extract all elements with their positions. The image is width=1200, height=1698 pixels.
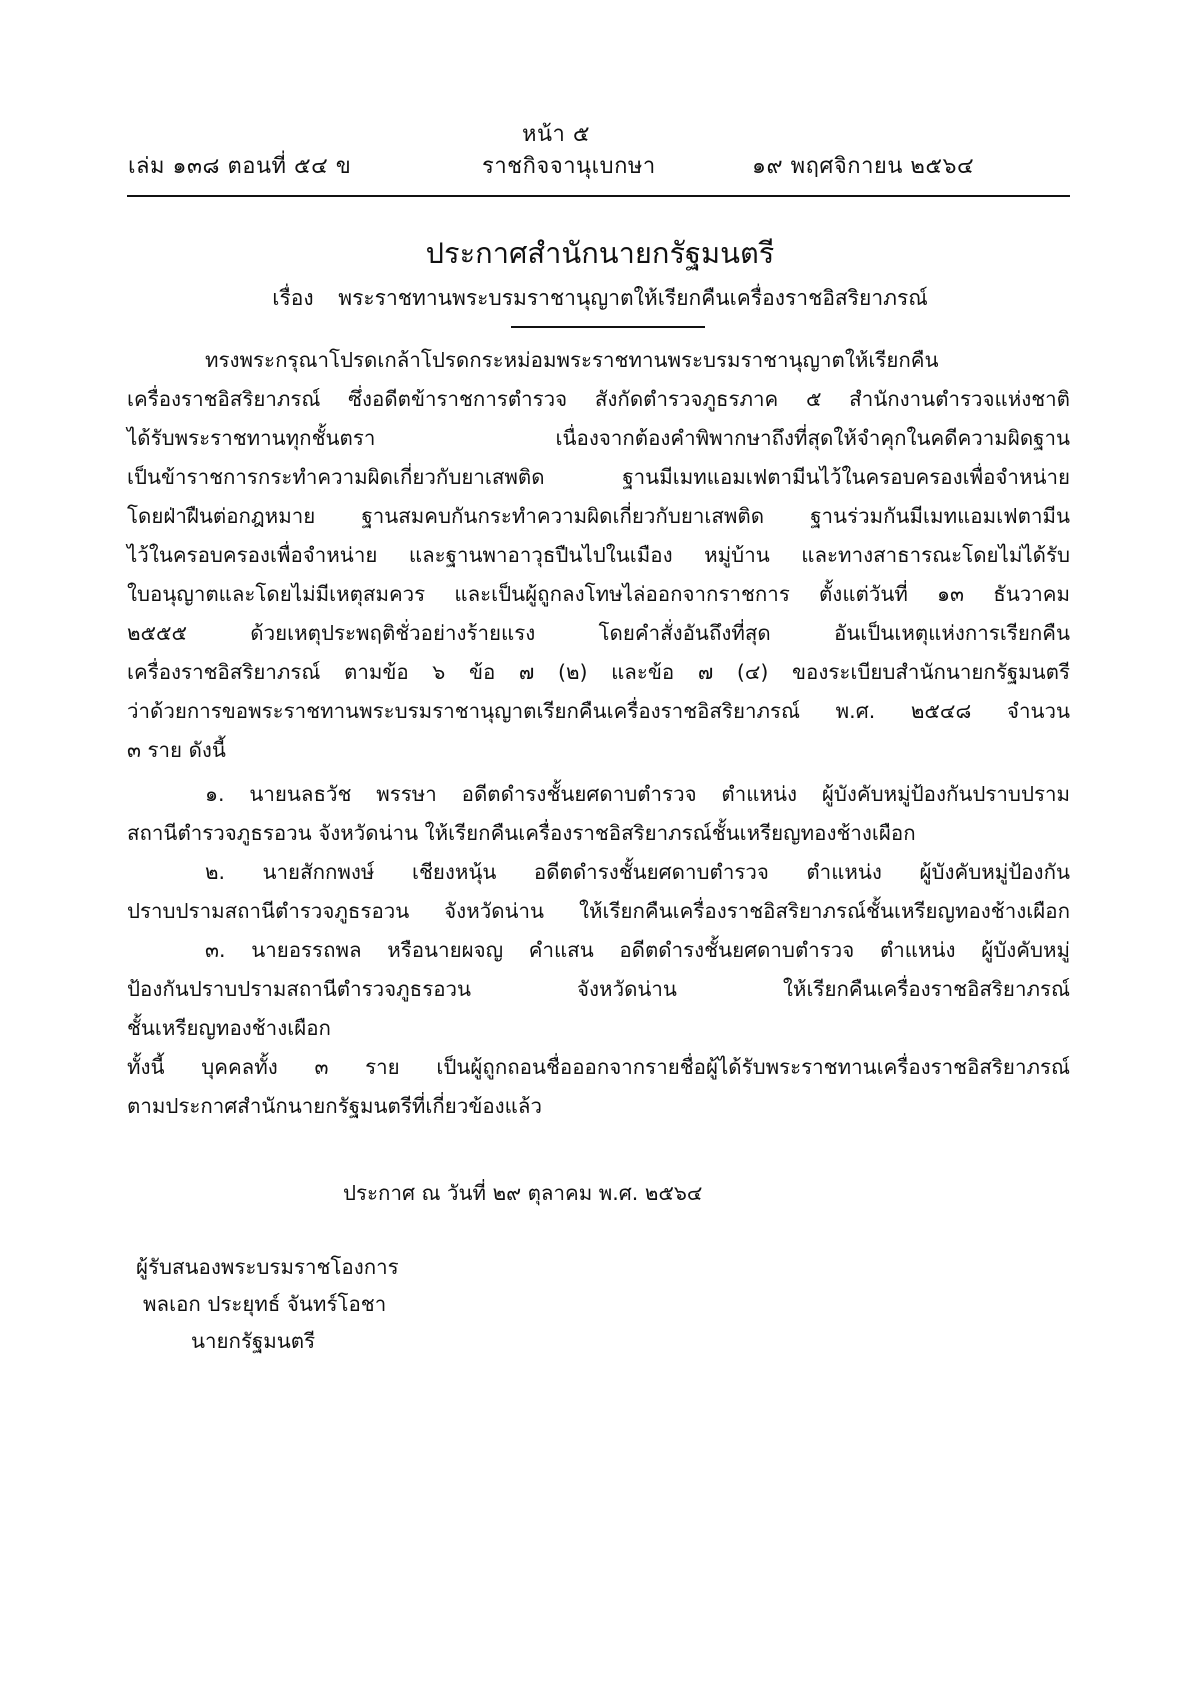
paragraph-line: เครื่องราชอิสริยาภรณ์ ตามข้อ ๖ ข้อ ๗ (๒) และข้อ ๗ (๔) ของระเบียบสำนักนายกรัฐมนตรี	[127, 660, 1070, 684]
item-line: ๒. นายสักกพงษ์ เชียงหนุ้น อดีตดำรงชั้นยศดาบตำรวจ ตำแหน่ง ผู้บังคับหมู่ป้องกัน	[205, 860, 1070, 884]
subject-text: พระราชทานพระบรมราชานุญาตให้เรียกคืนเครื่องราชอิสริยาภรณ์	[338, 286, 928, 310]
gazette-name: ราชกิจจานุเบกษา	[482, 154, 656, 179]
paragraph-line: ไว้ในครอบครองเพื่อจำหน่าย และฐานพาอาวุธปืนไปในเมือง หมู่บ้าน และทางสาธารณะโดยไม่ได้รับ	[127, 543, 1070, 567]
paragraph-line: ทรงพระกรุณาโปรดเกล้าโปรดกระหม่อมพระราชทานพระบรมราชานุญาตให้เรียกคืน	[205, 348, 939, 372]
paragraph-line: ๒๕๕๕ ด้วยเหตุประพฤติชั่วอย่างร้ายแรง โดยคำสั่งอันถึงที่สุด อันเป็นเหตุแห่งการเรียกคืน	[127, 621, 1070, 645]
paragraph-line: เครื่องราชอิสริยาภรณ์ ซึ่งอดีตข้าราชการตำรวจ สังกัดตำรวจภูธรภาค ๕ สำนักงานตำรวจแห่งชาติ	[127, 387, 1070, 411]
paragraph-line: ใบอนุญาตและโดยไม่มีเหตุสมควร และเป็นผู้ถูกลงโทษไล่ออกจากราชการ ตั้งแต่วันที่ ๑๓ ธันวาคม	[127, 582, 1070, 606]
closing-line: ตามประกาศสำนักนายกรัฐมนตรีที่เกี่ยวข้องแล้ว	[127, 1094, 542, 1118]
item-line: ชั้นเหรียญทองช้างเผือก	[127, 1016, 331, 1040]
item-line: ปราบปรามสถานีตำรวจภูธรอวน จังหวัดน่าน ให้เรียกคืนเครื่องราชอิสริยาภรณ์ชั้นเหรียญทองช้างเผือก	[127, 899, 1070, 923]
item-line: ๓. นายอรรถพล หรือนายผจญ คำแสน อดีตดำรงชั้นยศดาบตำรวจ ตำแหน่ง ผู้บังคับหมู่	[205, 938, 1070, 962]
publication-date: ๑๙ พฤศจิกายน ๒๕๖๔	[752, 154, 975, 179]
item-line: สถานีตำรวจภูธรอวน จังหวัดน่าน ให้เรียกคืนเครื่องราชอิสริยาภรณ์ชั้นเหรียญทองช้างเผือก	[127, 821, 916, 845]
paragraph-line: เป็นข้าราชการกระทำความผิดเกี่ยวกับยาเสพติด ฐานมีเมทแอมเฟตามีนไว้ในครอบครองเพื่อจำหน่าย	[127, 465, 1070, 489]
paragraph-line: โดยฝ่าฝืนต่อกฎหมาย ฐานสมคบกันกระทำความผิดเกี่ยวกับยาเสพติด ฐานร่วมกันมีเมทแอมเฟตามีน	[127, 504, 1070, 528]
paragraph-line: ได้รับพระราชทานทุกชั้นตรา เนื่องจากต้องคำพิพากษาถึงที่สุดให้จำคุกในคดีความผิดฐาน	[127, 426, 1070, 450]
document-title: ประกาศสำนักนายกรัฐมนตรี	[425, 236, 775, 270]
paragraph-line: ๓ ราย ดังนี้	[127, 738, 226, 762]
page-number: หน้า ๕	[522, 122, 591, 147]
title-underline	[511, 326, 705, 328]
closing-line: ทั้งนี้ บุคคลทั้ง ๓ ราย เป็นผู้ถูกถอนชื่อออกจากรายชื่อผู้ได้รับพระราชทานเครื่องราชอิสริยาภรณ์	[127, 1055, 1070, 1079]
document-subject	[0, 282, 1200, 315]
paragraph-line: ว่าด้วยการขอพระราชทานพระบรมราชานุญาตเรียกคืนเครื่องราชอิสริยาภรณ์ พ.ศ. ๒๕๔๘ จำนวน	[127, 699, 1070, 723]
volume-issue: เล่ม ๑๓๘ ตอนที่ ๕๔ ข	[128, 154, 352, 179]
header-rule	[127, 195, 1070, 197]
item-line: ๑. นายนลธวัช พรรษา อดีตดำรงชั้นยศดาบตำรวจ ตำแหน่ง ผู้บังคับหมู่ป้องกันปราบปราม	[205, 782, 1070, 806]
signatory-name: พลเอก ประยุทธ์ จันทร์โอชา	[143, 1292, 387, 1316]
announcement-date: ประกาศ ณ วันที่ ๒๙ ตุลาคม พ.ศ. ๒๕๖๔	[343, 1181, 703, 1205]
item-line: ป้องกันปราบปรามสถานีตำรวจภูธรอวน จังหวัดน่าน ให้เรียกคืนเครื่องราชอิสริยาภรณ์	[127, 977, 1070, 1001]
signatory-position: นายกรัฐมนตรี	[191, 1329, 316, 1353]
countersign-label: ผู้รับสนองพระบรมราชโองการ	[136, 1255, 399, 1279]
subject-label: เรื่อง	[272, 286, 314, 310]
